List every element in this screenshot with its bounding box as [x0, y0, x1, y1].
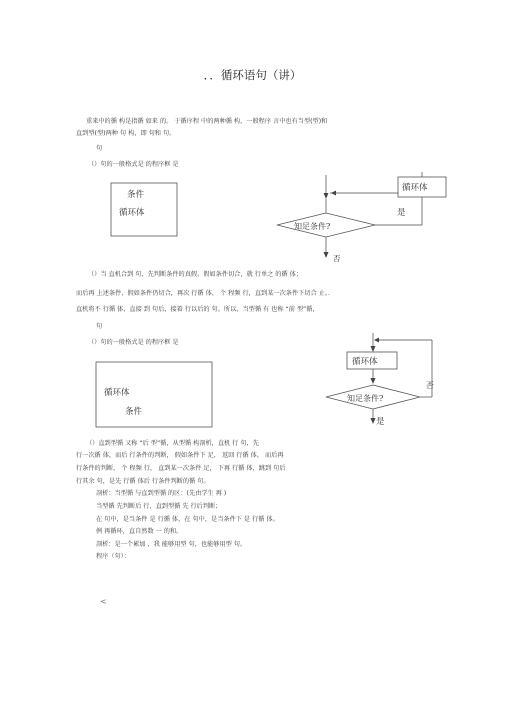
intro-line-2: 直到型(型)两种 句 构，即 句和 句。	[76, 130, 176, 137]
format-box-1-body: 循环体	[119, 208, 145, 218]
section2-desc-3: 行条件的判断， 个 程频 行， 直到某一次条件 足， 下再 行循 体，跳到 句后	[76, 465, 286, 472]
section1-desc-3: 直机将不 行循 体，直接 到 句后，接着 行以后的 句。所以，当型循 有 也称 “前 型”循，	[76, 306, 319, 313]
section2-desc-2: 行一次循 体，而后 行条件的判断， 假如条件下 足， 返回 行循 体， 而后再	[76, 452, 284, 459]
format-box-2-condition: 条件	[125, 407, 143, 417]
section2-format: （）句的一般格式是 的程序框 是	[88, 339, 179, 346]
yes-label-2: 是	[376, 417, 385, 427]
no-label-1: 否	[333, 254, 341, 263]
loop-body-label-2: 循环体	[352, 357, 378, 367]
analysis-line-6: 程序（句）：	[96, 553, 131, 560]
loop-body-label-1: 循环体	[402, 183, 428, 193]
analysis-line-3: 在 句中，是当条件 是 行循 体，在 句中，是当条件下 是 行循 体。	[96, 516, 279, 523]
section2-desc-1: （）直到型循 又称 “后 型”循，从型循 构剖析，直机 行 句，先	[86, 440, 259, 447]
no-label-2: 否	[426, 381, 434, 390]
section1-label: 句	[96, 145, 103, 152]
analysis-line-5: 剖析：是一个累加 ，我 能够用型 句，也能够用型 句。	[96, 541, 247, 548]
condition-label-1: 知足条件?	[294, 222, 331, 231]
section1-desc-1: （）当 直机合到 句，先判断条件的真假，假如条件切合，就 行单之 的循 体；	[88, 271, 303, 278]
analysis-line-2: 当型循 先判断后 行，直到型循 先 行后判断；	[96, 503, 222, 510]
analysis-line-4: 例 再循环，直自然数 一 的和。	[96, 528, 183, 535]
page-title: ．．循环语句（讲）	[203, 68, 302, 82]
section2-label: 句	[96, 323, 103, 330]
analysis-line-1: 剖析：当型循 与直到型循 的区：(先由学生 再 )	[96, 490, 227, 497]
condition-label-2: 知足条件?	[347, 394, 384, 403]
footer-mark: <	[100, 597, 107, 606]
format-box-2-body: 循环体	[104, 388, 130, 398]
section1-format: （）句的一般格式是 的程序框 是	[88, 161, 179, 168]
section2-desc-4: 行其余 句，是先 行循 体后 行条件判断的循 句。	[76, 478, 210, 485]
format-box-1-condition: 条件	[127, 190, 145, 200]
section1-desc-2: 而后再 上述条件，假如条件仍切合，再次 行循 体， 个 程频 行，直到某一次条件下切合 止。．	[76, 290, 335, 297]
intro-line-1: 重来中的循 构是指循 如来 的。 于循序程 中的两种循 构，一般程序 言中也有当型(型)和	[86, 118, 328, 125]
yes-label-1: 是	[397, 208, 406, 218]
